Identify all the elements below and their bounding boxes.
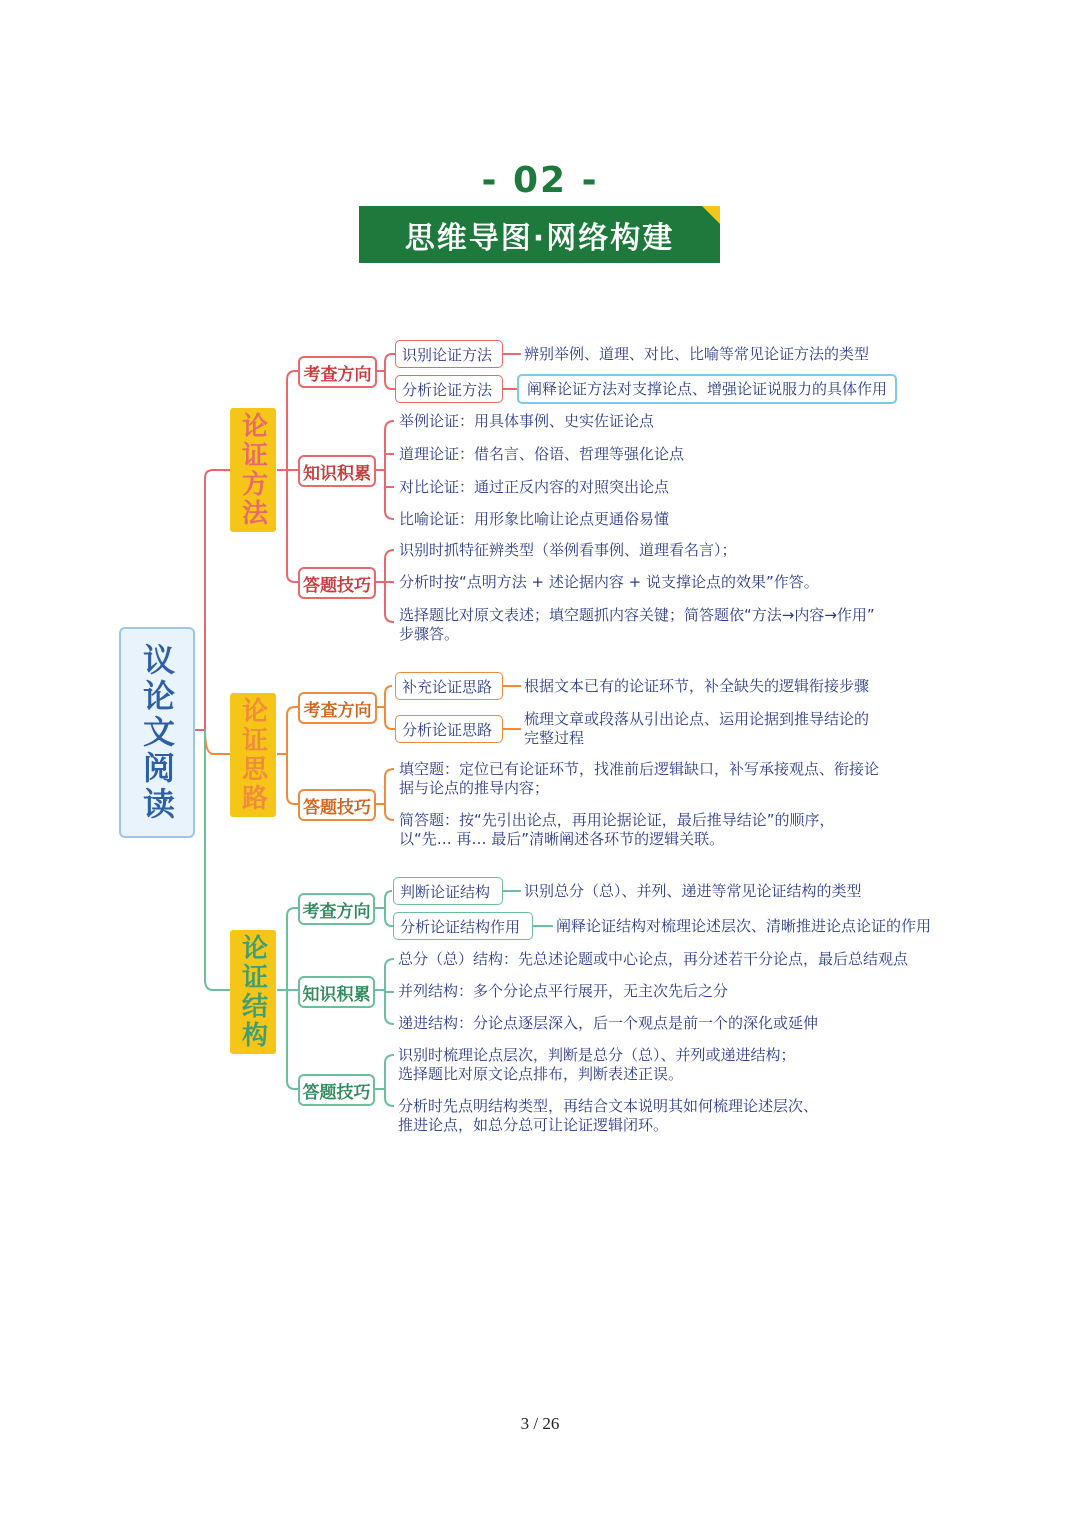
b2-jiqiao-item-1: 填空题：定位已有论证环节，找准前后逻辑缺口，补写承接观点、衔接论 [399, 760, 880, 778]
b1-zhishi-item-4: 比喻论证：用形象比喻让论点更通俗易懂 [399, 510, 670, 528]
b3-jiqiao-item-2: 分析时先点明结构类型，再结合文本说明其如何梳理论述层次、 [398, 1097, 819, 1115]
b1-jiqiao-item-1: 识别时抓特征辨类型（举例看事例、道理看名言）； [399, 541, 737, 559]
b3-zhishi-item-1: 总分（总）结构：先总述论题或中心论点，再分述若干分论点，最后总结观点 [398, 950, 909, 968]
b2-jiqiao-item-2b: 以“先… 再… 最后”清晰阐述各环节的逻辑关联。 [399, 830, 725, 848]
b1-jiqiao-item-3b: 步骤答。 [399, 625, 460, 643]
b1-kaocha-node: 考查方向 [298, 356, 377, 388]
b2-kaocha-text-1: 根据文本已有的论证环节，补全缺失的逻辑衔接步骤 [524, 677, 870, 695]
b3-jiqiao-item-1b: 选择题比对原文论点排布，判断表述正误。 [398, 1065, 684, 1083]
b2-jiqiao-item-2: 简答题：按“先引出论点，再用论据论证，最后推导结论”的顺序， [399, 811, 835, 829]
b3-kaocha-text-1: 识别总分（总）、并列、递进等常见论证结构的类型 [524, 882, 862, 900]
page-number: 3 / 26 [520, 1414, 560, 1433]
b1-zhishi-node: 知识积累 [298, 455, 376, 487]
b3-zhishi-node: 知识积累 [298, 976, 375, 1008]
b1-zhishi-item-2: 道理论证：借名言、俗语、哲理等强化论点 [399, 445, 685, 463]
b2-jiqiao-node: 答题技巧 [298, 789, 376, 821]
b3-kaocha-item-2: 分析论证结构作用 [393, 912, 533, 940]
branch-argument-methods [230, 408, 276, 532]
b1-jiqiao-item-3: 选择题比对原文表述；填空题抓内容关键；简答题依“方法→内容→作用” [399, 606, 875, 624]
b3-jiqiao-item-1: 识别时梳理论点层次，判断是总分（总）、并列或递进结构； [398, 1046, 796, 1064]
b3-kaocha-node: 考查方向 [298, 893, 375, 925]
banner-corner-decoration [702, 206, 720, 224]
b2-kaocha-item-1: 补充论证思路 [395, 672, 503, 700]
b2-kaocha-text-2: 梳理文章或段落从引出论点、运用论据到推导结论的 [524, 710, 870, 728]
b2-kaocha-item-2: 分析论证思路 [395, 715, 503, 743]
b1-kaocha-item-1: 识别论证方法 [395, 340, 503, 368]
b2-kaocha-node: 考查方向 [298, 692, 377, 724]
branch-label: 论证结构 [237, 934, 268, 1050]
b2-kaocha-text-2b: 完整过程 [524, 729, 585, 747]
b2-jiqiao-item-1b: 据与论点的推导内容； [399, 779, 550, 797]
b3-jiqiao-item-2b: 推进论点，如总分总可让论证逻辑闭环。 [398, 1116, 669, 1134]
b3-kaocha-text-2: 阐释论证结构对梳理论述层次、清晰推进论点论证的作用 [556, 917, 932, 935]
section-number: - 02 - [481, 160, 599, 201]
branch-label: 论证方法 [237, 412, 268, 528]
b3-zhishi-item-2: 并列结构：多个分论点平行展开，无主次先后之分 [398, 982, 729, 1000]
b1-zhishi-item-3: 对比论证：通过正反内容的对照突出论点 [399, 478, 670, 496]
banner-title [359, 206, 720, 263]
root-node [119, 627, 195, 838]
banner-title-text: 思维导图·网络构建 [404, 220, 675, 256]
b1-jiqiao-node: 答题技巧 [298, 567, 376, 599]
b1-kaocha-text-1: 辨别举例、道理、对比、比喻等常见论证方法的类型 [524, 345, 870, 363]
b3-jiqiao-node: 答题技巧 [298, 1074, 375, 1106]
b3-zhishi-item-3: 递进结构：分论点逐层深入，后一个观点是前一个的深化或延伸 [398, 1014, 819, 1032]
b1-jiqiao-item-2: 分析时按“点明方法 + 述论据内容 + 说支撑论点的效果”作答。 [399, 573, 819, 591]
b1-kaocha-item-2: 分析论证方法 [395, 375, 503, 403]
b3-kaocha-item-1: 判断论证结构 [393, 877, 503, 905]
root-label: 议论文阅读 [138, 642, 176, 823]
branch-argument-structure [230, 930, 276, 1054]
b1-kaocha-text-2: 阐释论证方法对支撑论点、增强论证说服力的具体作用 [517, 374, 897, 404]
b1-zhishi-item-1: 举例论证：用具体事例、史实佐证论点 [399, 412, 655, 430]
branch-label: 论证思路 [237, 697, 268, 813]
branch-argument-reasoning [230, 693, 276, 817]
